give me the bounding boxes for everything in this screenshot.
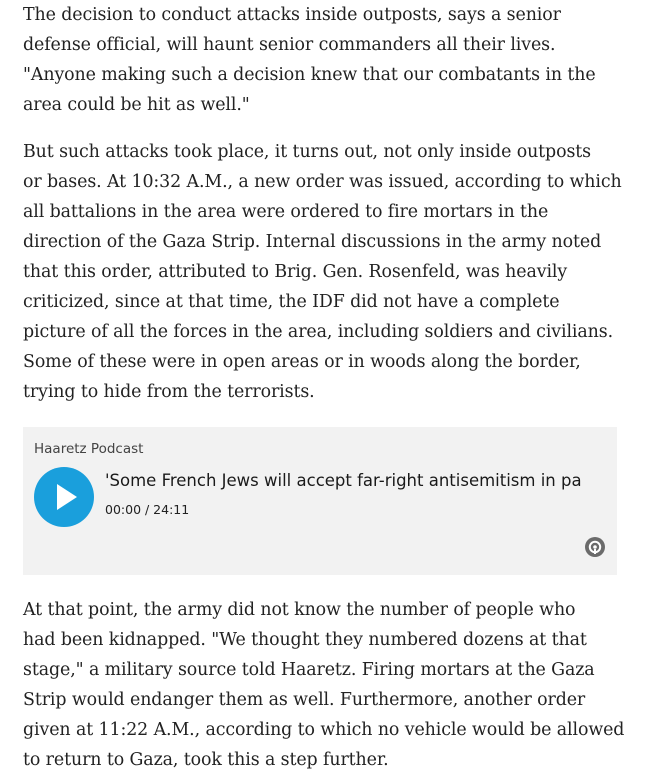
podcast-logo-icon[interactable]: [585, 537, 605, 557]
paragraph-line: defense official, will haunt senior commanders all their lives.: [23, 35, 556, 55]
paragraph-line: "Anyone making such a decision knew that our combatants in the: [23, 65, 596, 85]
paragraph-line: area could be hit as well.": [23, 95, 250, 115]
play-icon: [34, 467, 94, 527]
paragraph-line: But such attacks took place, it turns out, not only inside outposts: [23, 142, 591, 162]
paragraph-2: [23, 137, 643, 407]
paragraph-line: Some of these were in open areas or in woods along the border,: [23, 352, 581, 372]
paragraph-line: At that point, the army did not know the number of people who: [23, 600, 576, 620]
paragraph-line: had been kidnapped. "We thought they numbered dozens at that: [23, 630, 587, 650]
paragraph-line: all battalions in the area were ordered to fire mortars in the: [23, 202, 549, 222]
paragraph-1: [23, 0, 643, 120]
paragraph-line: that this order, attributed to Brig. Gen. Rosenfeld, was heavily: [23, 262, 568, 282]
paragraph-line: picture of all the forces in the area, including soldiers and civilians.: [23, 322, 614, 342]
paragraph-3: [23, 595, 643, 775]
podcast-label: Haaretz Podcast: [34, 441, 144, 457]
podcast-player: [23, 427, 617, 575]
paragraph-line: stage," a military source told Haaretz. Firing mortars at the Gaza: [23, 660, 595, 680]
paragraph-line: trying to hide from the terrorists.: [23, 382, 315, 402]
article-body: [23, 0, 643, 775]
paragraph-line: The decision to conduct attacks inside outposts, says a senior: [23, 5, 561, 25]
podcast-episode-title[interactable]: 'Some French Jews will accept far-right antisemitism in pa: [105, 471, 582, 490]
paragraph-line: to return to Gaza, took this a step further.: [23, 750, 389, 770]
paragraph-line: or bases. At 10:32 A.M., a new order was issued, according to which: [23, 172, 622, 192]
paragraph-line: Strip would endanger them as well. Furthermore, another order: [23, 690, 586, 710]
paragraph-line: criticized, since at that time, the IDF did not have a complete: [23, 292, 560, 312]
paragraph-line: given at 11:22 A.M., according to which no vehicle would be allowed: [23, 720, 625, 740]
podcast-time: 00:00 / 24:11: [105, 502, 190, 517]
paragraph-line: direction of the Gaza Strip. Internal discussions in the army noted: [23, 232, 602, 252]
play-button[interactable]: [34, 467, 94, 527]
